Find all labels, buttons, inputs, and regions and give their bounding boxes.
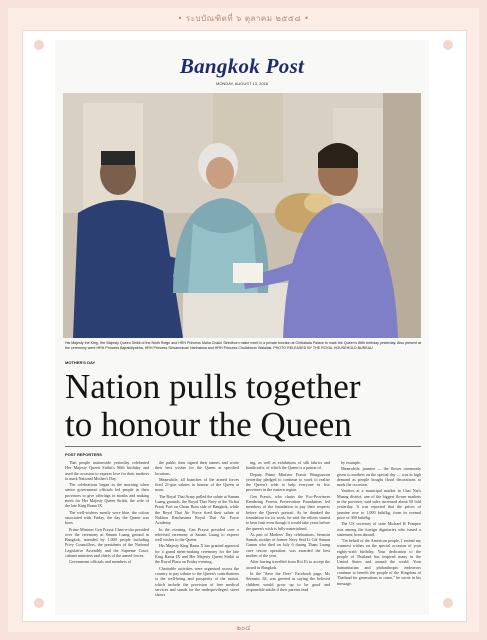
thai-page-number: ๒๐๔ xyxy=(236,624,251,632)
paragraph: His Majesty King Rama X has granted approval for a grand merit-making ceremony for the late King Rama IX and Her Majesty Queen Sirikit at the Royal Plaza on Friday evening. xyxy=(155,543,239,565)
divider xyxy=(65,446,421,447)
paragraph: The Royal Thai Army pulled the salute at Sanam Luang grounds, the Royal Thai Navy at the Vichai Prasit Fort on Chom Bom side of Bangkok, while the Royal Thai Air Force fired their salute at Nakhon Ratchasima Royal Thai Air Force Academy. xyxy=(155,493,239,526)
paragraph: The US secretary of state Michael R Pompeo was among the foreign dignitaries who issued a statement from abroad. xyxy=(337,521,421,537)
paragraph: Thai people nationwide yesterday celebrated Her Majesty Queen Sirikit's 86th birthday and used the occasion to express love for their mothers to mark National Mother's Day. xyxy=(65,460,149,481)
article-column-4 xyxy=(337,460,421,608)
paragraph: Government officials and members of xyxy=(69,559,132,565)
paragraph: In the evening, Gen Prayut presided over a televised ceremony at Sanam Luang to express well wishes to the Queen. xyxy=(155,526,239,543)
royal-ceremony-photo xyxy=(63,93,421,338)
headline-line-1: Nation pulls together xyxy=(65,367,361,406)
paragraph: As part of Mothers' Day celebrations, Sermsin Samak, mother of former Navy Seal Lt Cdr Saman Gunan who died on July 6 during Tham Luang cave rescue operation, was awarded the best mother of the year. xyxy=(246,531,330,559)
paragraph: Charitable activities were organised across the country to pay tribute to the Queen's contributions to the well-being and prosperity of the nation, which include the provision of free medical services and stands for the underprivileged, street shows xyxy=(155,565,239,598)
photo-caption: His Majesty the King, Her Majesty Queen Sirikit of the Ninth Reign and HRH Princess Maha Chakri Sirindhorn make merit in a private function at Chitralada Palace to mark the Queen's 86th birthday yesterday. Also present at the ceremony were HRH Princess Bajrakitiyabha, HRH Princess Sirivannavari Nariratana and HRH Princess Chulabhorn Walailak. PHOTO RELEASED BY THE ROYAL HOUSEHOLD BUREAU xyxy=(65,341,421,350)
paragraph: ing, as well as exhibitions of silk fabrics and handicrafts, of which the Queen is a patron of. xyxy=(246,460,330,471)
newspaper-clipping xyxy=(55,40,429,615)
article-column-1 xyxy=(65,460,149,608)
article-column-2 xyxy=(155,460,239,608)
paragraph: Prime Minister Gen Prayut Chan-o-cha presided over the ceremony at Sanam Luang ground in Bangkok, attended by 1,000 people including Privy Councillors, the presidents of the National Legislative Assembly and the Supreme Court, cabinet ministers and chiefs of the armed forces. xyxy=(65,526,149,559)
byline: POST REPORTERS xyxy=(65,452,102,457)
photo-illustration xyxy=(63,93,421,338)
paragraph: Meanwhile, jasmine — the flower commonly given to mothers on the special day — was in high demand as people bought floral decorations to mark the occasion. xyxy=(337,466,421,488)
thai-header: • ระบบัณฑิตที่ ๖ ตุลาคม ๒๕๕๘ • xyxy=(177,14,310,23)
decorative-dot xyxy=(34,598,44,608)
paragraph: Gen Prawit, who chairs the Eco-Provinces Rendering Forests Preservation Foundation, led members of the foundation to pay their respects before the Queen's portrait. As he thanked the foundation for its work, he said the efforts started to bear fruit even though it would take years before the queen's wish is fully materialised. xyxy=(246,493,330,531)
paragraph: Meanwhile, all branches of the armed forces fired 21-gun salutes in honour of the Queen at noon. xyxy=(155,476,239,493)
article-headline xyxy=(65,368,421,444)
paragraph: Deputy Prime Minister Prawit Wongsuwon yesterday pledged to continue to work to realise the Queen's wish to help everyone in five provinces in the eastern region. xyxy=(246,471,330,493)
newspaper-masthead: Bangkok Post xyxy=(179,54,305,78)
paragraph: the public then signed their names and wrote their best wishes for the Queen at specified locations. xyxy=(155,460,239,476)
paragraph: In the "Save the Deer" Facebook page, Ms Sermsin, 84, was greeted in saying the beloved children would grow up to be good and responsible adults if their parents lead xyxy=(246,570,330,592)
paragraph: After having travelled from Roi Et to accept the award in Bangkok. xyxy=(246,559,330,570)
paragraph: The well-wishers mostly wore blue, the colour associated with Friday, the day the Queen was born. xyxy=(65,509,149,526)
article-column-3 xyxy=(246,460,330,608)
paragraph: "On behalf of the American people, I extend my warmest wishes on the special occasion of your eighty-sixth birthday. Your dedication to the people of Thailand has inspired many in the United States and around the world. Your humanitarian and philanthropic endeavors continue to benefit the people of the Kingdom of Thailand for generations to come," he wrote in his message. xyxy=(337,538,421,586)
newspaper-dateline: MONDAY, AUGUST 13, 2018 xyxy=(215,81,269,86)
paragraph: Vendors at a municipal market in Chai Nat's Muang district, one of the biggest flower markets in the province, said sales increased about 50 fold yesterday. It was reported that the prices of jasmine rose to 1,000 baht/kg, from its normal price of 300 baht/kg. xyxy=(337,488,421,520)
section-label: MOTHER'S DAY xyxy=(65,360,96,365)
paragraph: The celebrations began in the morning when senior government officials led people in their provinces to give offerings to monks and making merit for Her Majesty Queen Sirikit, the wife of the late King Rama IX. xyxy=(65,482,149,509)
decorative-dot xyxy=(443,598,453,608)
decorative-dot xyxy=(34,40,44,50)
headline-line-2: to honour the Queen xyxy=(65,405,352,444)
decorative-dot xyxy=(443,40,453,50)
paragraph: by example. xyxy=(341,460,362,465)
